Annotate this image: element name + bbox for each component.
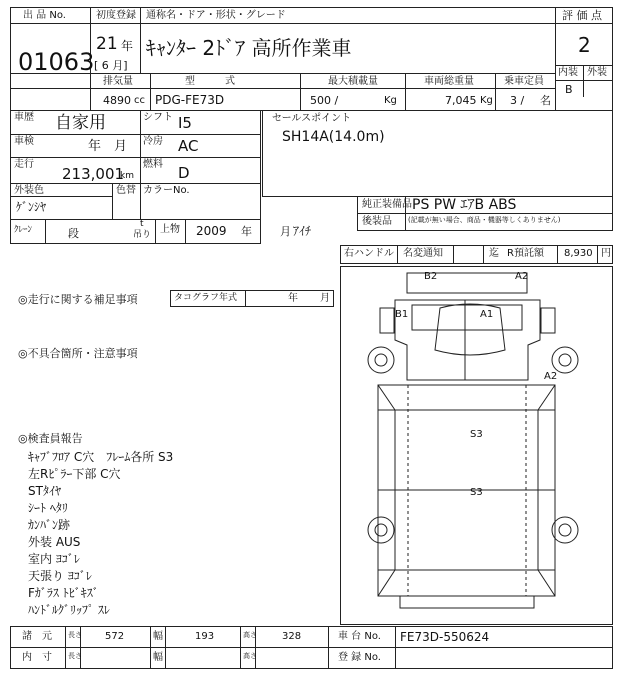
bed-maker: ｱｲﾁ <box>293 224 312 238</box>
damage-mark: A1 <box>480 309 494 320</box>
bed-year-unit: 年 <box>241 225 252 238</box>
crane-lift-unit: t <box>140 219 144 229</box>
capacity-label: 乗車定員 <box>504 76 544 87</box>
gross-weight-value: 7,045 <box>445 94 477 107</box>
recycle-deposit-value: 8,930 <box>564 248 593 259</box>
mileage-label: 走行 <box>14 159 34 170</box>
height-label: 高さ <box>243 631 257 639</box>
damage-mark: S3 <box>470 429 483 440</box>
aftermarket-label: 後装品 <box>362 216 392 227</box>
interior-dimensions-label: 内 寸 <box>22 652 52 663</box>
color-change-label: 色替 <box>116 185 136 196</box>
inspector-line: 外装 AUS <box>28 535 81 549</box>
first-registration-year: 21 <box>96 34 118 54</box>
ac-value: AC <box>178 137 199 155</box>
registration-no-label: 登 録 No. <box>338 652 381 663</box>
width-label: 幅 <box>153 631 163 642</box>
displacement-label: 排気量 <box>103 76 133 87</box>
first-registration-month: [ 6 月] <box>94 59 128 72</box>
capacity-unit: 名 <box>540 94 551 107</box>
year-unit: 年 <box>121 39 134 53</box>
inspection-label: 車検 <box>14 136 34 147</box>
inspector-line: STﾀｲﾔ <box>28 484 61 498</box>
fuel-value: D <box>178 164 190 182</box>
damage-mark: A2 <box>544 371 558 382</box>
damage-mark: A2 <box>515 271 529 282</box>
name-change-label: 名変通知 <box>403 248 443 259</box>
inspector-line: ｼｰﾄ ﾍﾀﾘ <box>28 501 68 515</box>
exterior-grade-label: 外装 <box>587 67 607 78</box>
tachograph-year-unit: 年 <box>288 293 298 304</box>
crane-label: ｸﾚｰﾝ <box>14 225 33 235</box>
aftermarket-note: (記載が無い場合、商品・機器等しくありません) <box>408 216 561 224</box>
history-label: 車歴 <box>14 112 34 123</box>
bed-label: 上物 <box>160 224 180 235</box>
inspection-value: 年 月 <box>88 139 128 154</box>
lot-no-label: 出 品 No. <box>23 10 66 21</box>
inspector-line: 左Rﾋﾟﾗｰ下部 C穴 <box>28 467 121 481</box>
inspector-report-label: ◎検査員報告 <box>18 432 83 445</box>
inspector-line: ﾊﾝﾄﾞﾙｸﾞﾘｯﾌﾟ ｽﾚ <box>28 603 110 617</box>
damage-mark: S3 <box>470 487 483 498</box>
damage-mark: B2 <box>424 271 438 282</box>
model-value: PDG-FE73D <box>155 93 225 107</box>
displacement-unit: cc <box>134 95 145 106</box>
length-value: 572 <box>105 631 125 642</box>
height-label: 高さ <box>243 652 257 660</box>
exterior-color-label: 外装色 <box>14 185 44 196</box>
inspector-line: ｶﾝﾊﾞﾝ跡 <box>28 518 71 532</box>
inspector-line: ｷｬﾌﾞﾌﾛｱ C穴 ﾌﾚｰﾑ各所 S3 <box>28 450 174 464</box>
capacity-value: 3 / <box>510 94 525 107</box>
dimensions-label: 諸 元 <box>22 631 52 642</box>
model-label: 型 式 <box>185 76 235 87</box>
sales-point-text: SH14A(14.0m) <box>282 129 385 145</box>
exterior-grade: B <box>565 83 573 96</box>
chassis-no-label: 車 台 No. <box>338 631 381 642</box>
inspector-line: 天張り ﾖｺﾞﾚ <box>28 569 92 583</box>
vehicle-name: ｷｬﾝﾀｰ 2ﾄﾞｱ 高所作業車 <box>146 36 352 60</box>
grade-label: 評 価 点 <box>562 9 602 22</box>
gross-weight-unit: Kg <box>480 95 493 106</box>
height-value: 328 <box>282 631 302 642</box>
length-label: 長さ <box>68 631 82 639</box>
lot-number: 01063 <box>18 48 95 76</box>
max-load-label: 最大積載量 <box>328 76 378 87</box>
yen-unit: 円 <box>601 248 611 259</box>
fuel-label: 燃料 <box>143 159 163 170</box>
chassis-no-value: FE73D-550624 <box>400 630 490 644</box>
length-label: 長さ <box>68 652 82 660</box>
inspector-line: Fｶﾞﾗｽ ﾄﾋﾞｷｽﾞ <box>28 586 99 600</box>
vehicle-name-label: 通称名・ドア・形状・グレード <box>146 10 286 21</box>
gross-weight-label: 車両総重量 <box>424 76 474 87</box>
mileage-unit: km <box>120 171 134 181</box>
width-value: 193 <box>195 631 215 642</box>
deadline-label: 迄 <box>489 248 499 259</box>
displacement-value: 4890 <box>103 94 131 107</box>
inspector-line: 室内 ﾖｺﾞﾚ <box>28 552 80 566</box>
steering-position: 右ハンドル <box>344 248 394 259</box>
interior-grade-label: 内装 <box>558 67 578 78</box>
max-load-value: 500 / <box>310 94 339 107</box>
sales-point-label: セールスポイント <box>272 113 352 124</box>
damage-mark: B1 <box>395 309 409 320</box>
width-label: 幅 <box>153 652 163 663</box>
first-registration-label: 初度登録 <box>96 10 136 21</box>
genuine-equipment-label: 純正装備品 <box>362 199 412 210</box>
defects-label: ◎不具合箇所・注意事項 <box>18 347 138 360</box>
crane-lift-label: 吊り <box>133 230 152 240</box>
driving-notes-label: ◎走行に関する補足事項 <box>18 293 138 306</box>
overall-grade: 2 <box>578 33 591 57</box>
crane-stage-unit: 段 <box>68 227 79 240</box>
mileage-value: 213,001 <box>62 165 125 183</box>
ac-label: 冷房 <box>143 136 163 147</box>
tachograph-month-unit: 月 <box>320 293 330 304</box>
recycle-deposit-label: R預託額 <box>507 248 544 259</box>
tachograph-label: タコグラフ年式 <box>174 293 238 303</box>
history-value: 自家用 <box>55 113 106 133</box>
bed-month-unit: 月 <box>280 225 291 238</box>
shift-value: I5 <box>178 114 192 132</box>
bed-year: 2009 <box>196 224 227 238</box>
color-code-label: カラーNo. <box>143 185 190 196</box>
exterior-color-value: ｹﾞﾝｼﾔ <box>16 200 47 214</box>
shift-label: シフト <box>143 112 173 123</box>
max-load-unit: Kg <box>384 95 397 106</box>
genuine-equipment-value: PS PW ｴｱB ABS <box>412 197 517 213</box>
